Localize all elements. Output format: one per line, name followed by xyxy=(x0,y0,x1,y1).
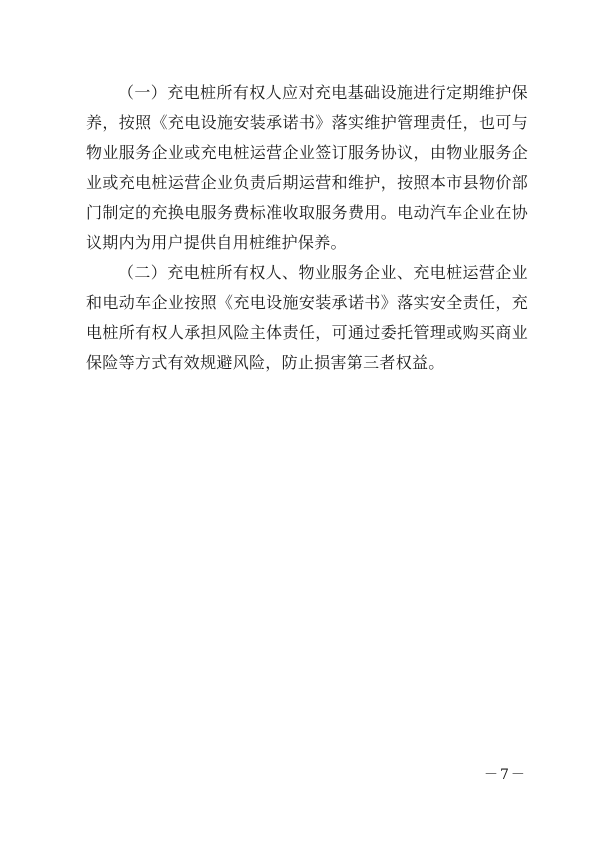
paragraph-safety: （二）充电桩所有权人、物业服务企业、充电桩运营企业和电动车企业按照《充电设施安装承诺书》落实安全责任，充电桩所有权人承担风险主体责任，可通过委托管理或购买商业保险等方式有效规避风险，防止损害第三者权益。 xyxy=(86,263,528,372)
page-number: －7－ xyxy=(484,767,527,783)
body-text xyxy=(86,78,528,378)
paragraph-maintenance: （一）充电桩所有权人应对充电基础设施进行定期维护保养，按照《充电设施安装承诺书》落实维护管理责任，也可与物业服务企业或充电桩运营企业签订服务协议，由物业服务企业或充电桩运营企业负责后期运营和维护，按照本市县物价部门制定的充换电服务费标准收取服务费用。电动汽车企业在协议期内为用户提供自用桩维护保养。 xyxy=(86,83,528,252)
